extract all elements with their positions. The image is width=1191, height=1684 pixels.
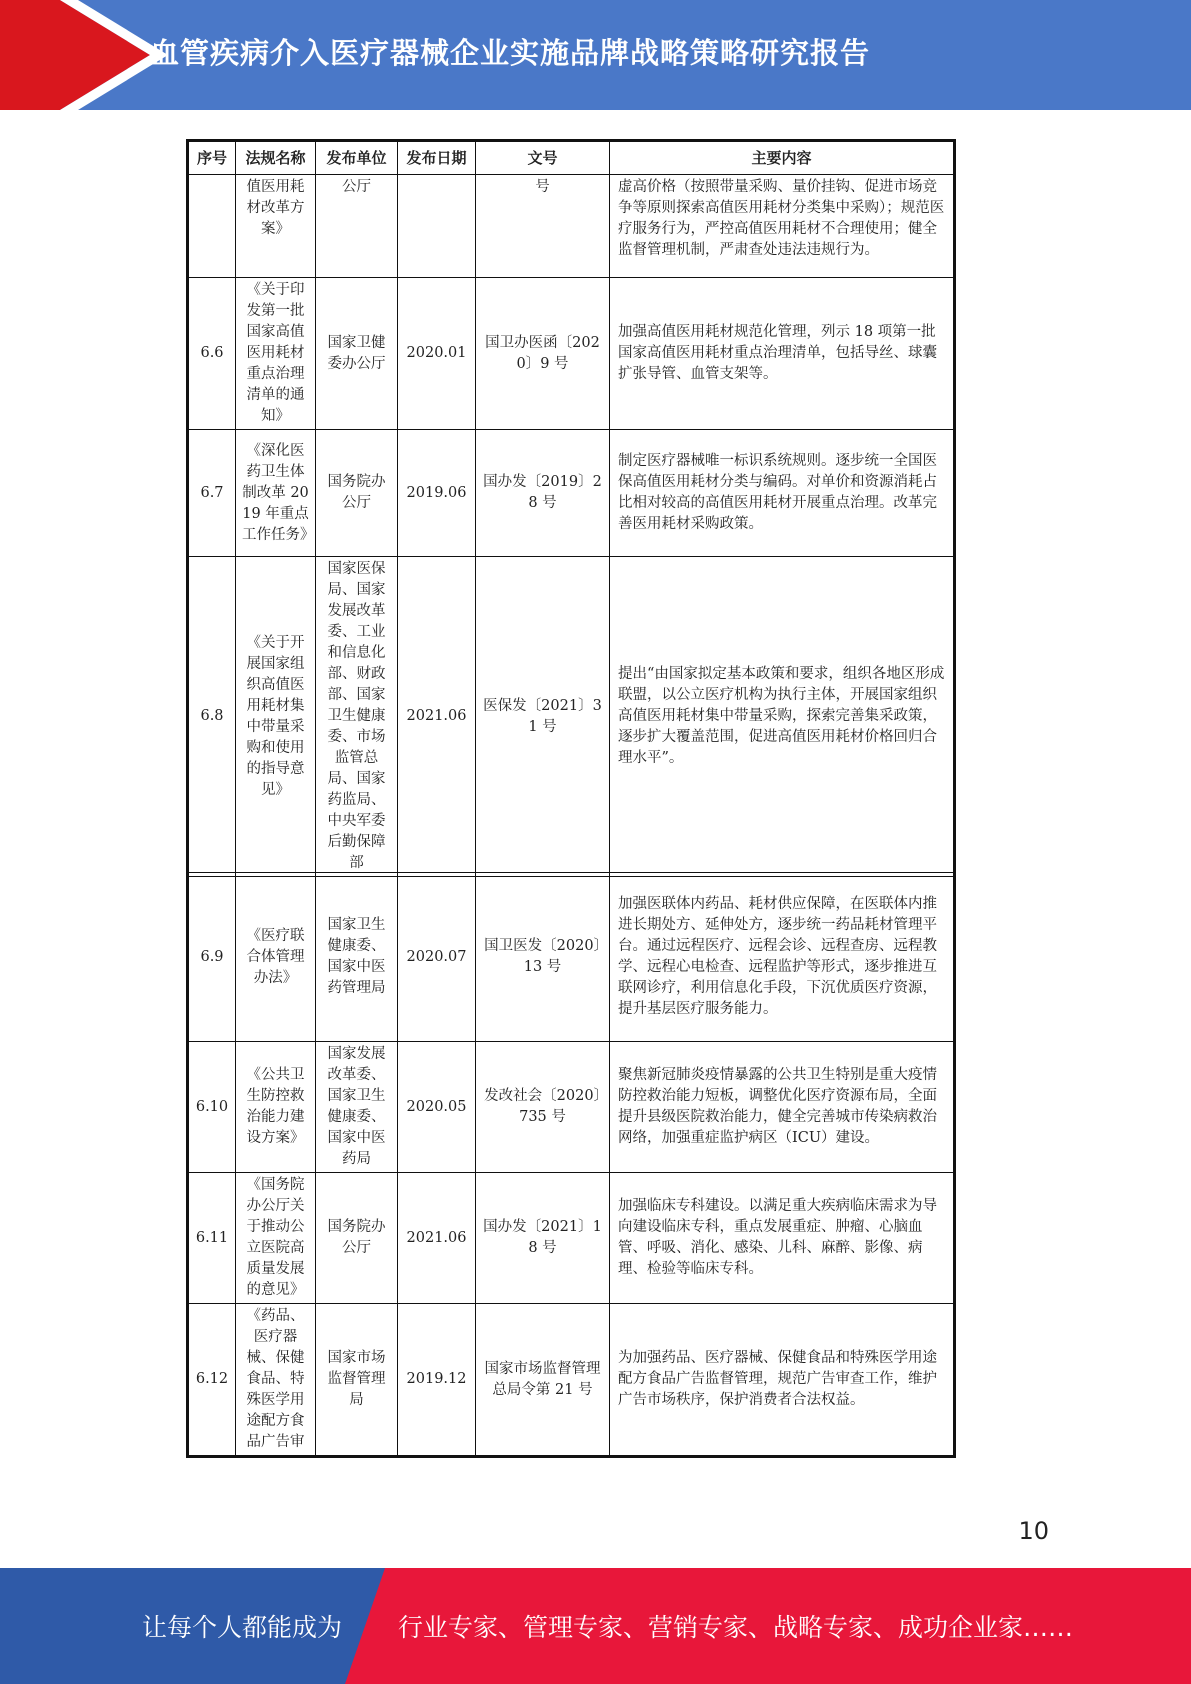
footer-slogan-right: 行业专家、管理专家、营销专家、战略专家、成功企业家……	[398, 1613, 1074, 1642]
cell-num: 6.8	[188, 557, 236, 877]
cell-doc-no: 国卫医发〔2020〕13 号	[476, 873, 610, 1042]
cell-num: 6.9	[188, 873, 236, 1042]
cell-doc-no: 国办发〔2021〕18 号	[476, 1173, 610, 1304]
cell-date: 2020.05	[398, 1042, 476, 1173]
cell-publisher: 国家市场监督管理局	[316, 1304, 398, 1457]
cell-date: 2019.12	[398, 1304, 476, 1457]
footer-banner	[0, 1568, 1191, 1684]
cell-publisher: 国务院办公厅	[316, 430, 398, 557]
cell-date: 2019.06	[398, 430, 476, 557]
cell-doc-no: 国家市场监督管理总局令第 21 号	[476, 1304, 610, 1457]
cell-date: 2020.01	[398, 278, 476, 430]
cell-doc-no: 号	[476, 175, 610, 278]
cell-date: 2021.06	[398, 1173, 476, 1304]
cell-name: 《医疗联合体管理办法》	[236, 873, 316, 1042]
cell-content: 制定医疗器械唯一标识系统规则。逐步统一全国医保高值医用耗材分类与编码。对单价和资源消耗占比相对较高的高值医用耗材开展重点治理。改革完善医用耗材采购政策。	[610, 430, 955, 557]
footer-slogan-left: 让每个人都能成为	[142, 1613, 343, 1642]
header-num: 序号	[188, 141, 236, 175]
cell-num: 6.12	[188, 1304, 236, 1457]
table-header-row	[188, 141, 955, 175]
cell-content: 加强医联体内药品、耗材供应保障，在医联体内推进长期处方、延伸处方，逐步统一药品耗材管理平台。通过远程医疗、远程会诊、远程查房、远程教学、远程心电检查、远程监护等形式，逐步推进互联网诊疗，利用信息化手段，下沉优质医疗资源，提升基层医疗服务能力。	[610, 873, 955, 1042]
cell-name: 值医用耗材改革方案》	[236, 175, 316, 278]
cell-num: 6.6	[188, 278, 236, 430]
cell-name: 《关于开展国家组织高值医用耗材集中带量采购和使用的指导意见》	[236, 557, 316, 877]
header-name: 法规名称	[236, 141, 316, 175]
table-row	[188, 278, 955, 430]
table-row	[188, 1173, 955, 1304]
cell-content: 加强临床专科建设。以满足重大疾病临床需求为导向建设临床专科，重点发展重症、肿瘤、心脑血管、呼吸、消化、感染、儿科、麻醉、影像、病理、检验等临床专科。	[610, 1173, 955, 1304]
cell-name: 《关于印发第一批国家高值医用耗材重点治理清单的通知》	[236, 278, 316, 430]
regulations-table-part2	[186, 872, 956, 1458]
cell-date	[398, 175, 476, 278]
cell-content: 聚焦新冠肺炎疫情暴露的公共卫生特别是重大疫情防控救治能力短板，调整优化医疗资源布局，全面提升县级医院救治能力，健全完善城市传染病救治网络，加强重症监护病区（ICU）建设。	[610, 1042, 955, 1173]
header-doc-no: 文号	[476, 141, 610, 175]
header-content: 主要内容	[610, 141, 955, 175]
cell-name: 《公共卫生防控救治能力建设方案》	[236, 1042, 316, 1173]
regulations-table-part1	[186, 139, 956, 877]
cell-num: 6.7	[188, 430, 236, 557]
cell-publisher: 国家卫生健康委、国家中医药管理局	[316, 873, 398, 1042]
cell-publisher: 公厅	[316, 175, 398, 278]
cell-publisher: 国务院办公厅	[316, 1173, 398, 1304]
cell-name: 《药品、医疗器械、保健食品、特殊医学用途配方食品广告审	[236, 1304, 316, 1457]
cell-publisher: 国家发展改革委、国家卫生健康委、国家中医药局	[316, 1042, 398, 1173]
cell-doc-no: 国卫办医函〔2020〕9 号	[476, 278, 610, 430]
header-date: 发布日期	[398, 141, 476, 175]
cell-content: 为加强药品、医疗器械、保健食品和特殊医学用途配方食品广告监督管理，规范广告审查工作，维护广告市场秩序，保护消费者合法权益。	[610, 1304, 955, 1457]
cell-publisher: 国家卫健委办公厅	[316, 278, 398, 430]
table-row	[188, 1304, 955, 1457]
cell-date: 2021.06	[398, 557, 476, 877]
cell-doc-no: 医保发〔2021〕31 号	[476, 557, 610, 877]
cell-num: 6.10	[188, 1042, 236, 1173]
cell-num	[188, 175, 236, 278]
cell-doc-no: 国办发〔2019〕28 号	[476, 430, 610, 557]
header-title: 血管疾病介入医疗器械企业实施品牌战略策略研究报告	[150, 36, 871, 70]
page-number: 10	[1018, 1517, 1049, 1545]
table-row	[188, 557, 955, 877]
cell-content: 虚高价格（按照带量采购、量价挂钩、促进市场竞争等原则探索高值医用耗材分类集中采购）；规范医疗服务行为，严控高值医用耗材不合理使用；健全监督管理机制，严肃查处违法违规行为。	[610, 175, 955, 278]
cell-num: 6.11	[188, 1173, 236, 1304]
cell-name: 《国务院办公厅关于推动公立医院高质量发展的意见》	[236, 1173, 316, 1304]
cell-publisher: 国家医保局、国家发展改革委、工业和信息化部、财政部、国家卫生健康委、市场监管总局、国家药监局、中央军委后勤保障部	[316, 557, 398, 877]
table-row	[188, 175, 955, 278]
cell-doc-no: 发改社会〔2020〕735 号	[476, 1042, 610, 1173]
table-row	[188, 430, 955, 557]
cell-content: 提出“由国家拟定基本政策和要求，组织各地区形成联盟，以公立医疗机构为执行主体，开展国家组织高值医用耗材集中带量采购，探索完善集采政策，逐步扩大覆盖范围，促进高值医用耗材价格回归合理水平”。	[610, 557, 955, 877]
table-row	[188, 1042, 955, 1173]
header-banner	[0, 0, 1191, 110]
cell-date: 2020.07	[398, 873, 476, 1042]
header-publisher: 发布单位	[316, 141, 398, 175]
cell-content: 加强高值医用耗材规范化管理，列示 18 项第一批国家高值医用耗材重点治理清单，包括导丝、球囊扩张导管、血管支架等。	[610, 278, 955, 430]
table-row	[188, 873, 955, 1042]
cell-name: 《深化医药卫生体制改革 2019 年重点工作任务》	[236, 430, 316, 557]
